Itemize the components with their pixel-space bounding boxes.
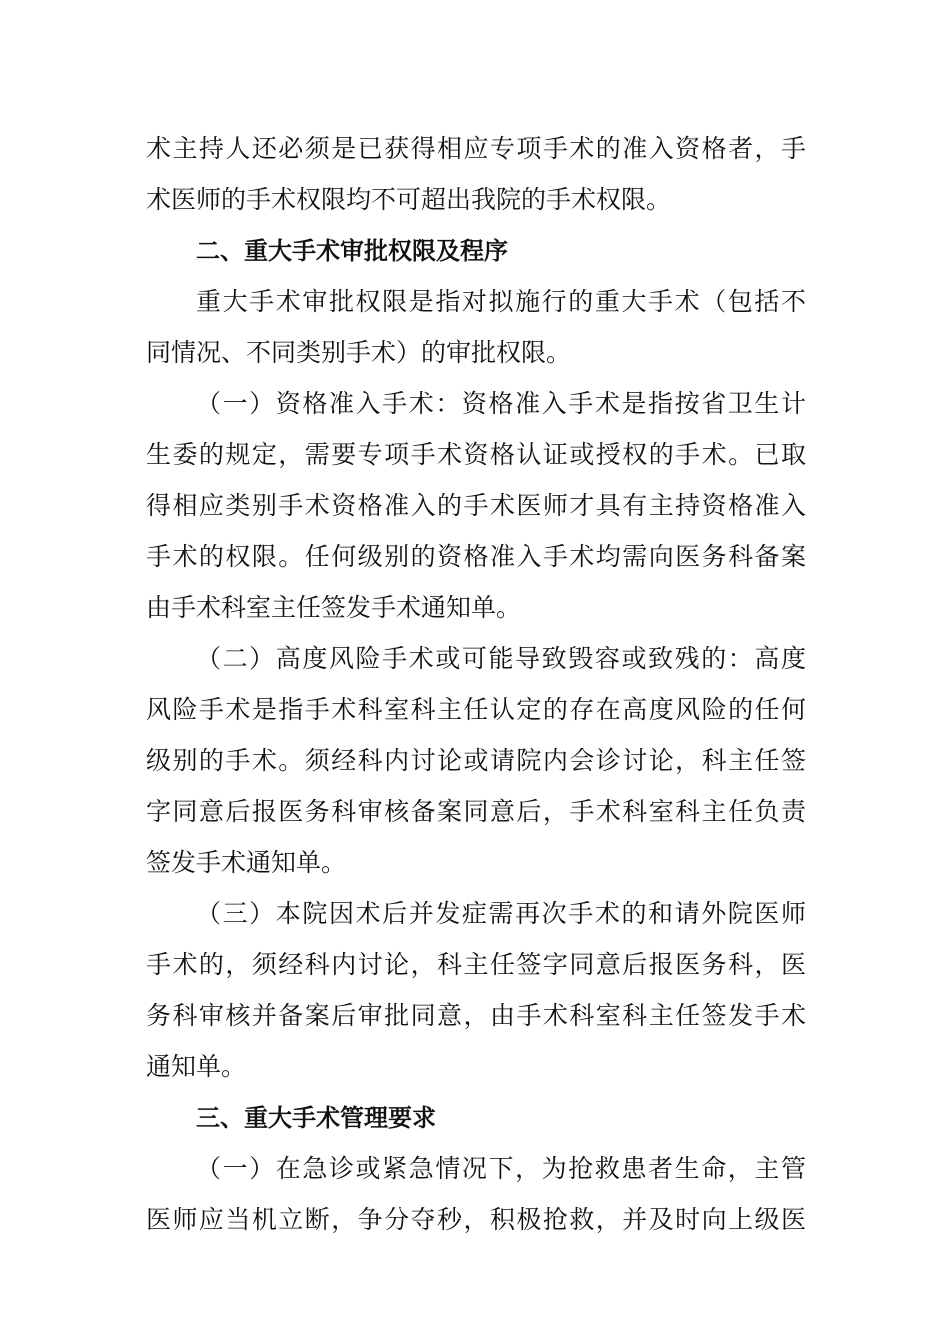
paragraph-line: 重大手术审批权限是指对拟施行的重大手术（包括不 — [196, 287, 806, 316]
paragraph-line: 同情况、不同类别手术）的审批权限。 — [146, 338, 572, 367]
paragraph-line: （二）高度风险手术或可能导致毁容或致残的：高度 — [196, 644, 806, 673]
paragraph-line: 生委的规定，需要专项手术资格认证或授权的手术。已取 — [146, 440, 806, 469]
paragraph-line: （三）本院因术后并发症需再次手术的和请外院医师 — [196, 899, 806, 928]
paragraph-line: 由手术科室主任签发手术通知单。 — [146, 593, 522, 622]
paragraph-line: 字同意后报医务科审核备案同意后，手术科室科主任负责 — [146, 797, 806, 826]
paragraph-line: 通知单。 — [146, 1052, 247, 1081]
paragraph-line: （一）资格准入手术：资格准入手术是指按省卫生计 — [196, 389, 806, 418]
paragraph-line: 手术的，须经科内讨论，科主任签字同意后报医务科，医 — [146, 950, 806, 979]
paragraph-line: （一）在急诊或紧急情况下，为抢救患者生命，主管 — [196, 1154, 806, 1183]
paragraph-line: 术主持人还必须是已获得相应专项手术的准入资格者，手 — [146, 134, 806, 163]
paragraph-line: 风险手术是指手术科室科主任认定的存在高度风险的任何 — [146, 695, 806, 724]
paragraph-line: 签发手术通知单。 — [146, 848, 347, 877]
paragraph-line: 务科审核并备案后审批同意，由手术科室科主任签发手术 — [146, 1001, 806, 1030]
paragraph-line: 手术的权限。任何级别的资格准入手术均需向医务科备案 — [146, 542, 806, 571]
paragraph-line: 得相应类别手术资格准入的手术医师才具有主持资格准入 — [146, 491, 806, 520]
paragraph-line: 医师应当机立断，争分夺秒，积极抢救，并及时向上级医 — [146, 1205, 806, 1234]
section-heading: 二、重大手术审批权限及程序 — [196, 237, 508, 265]
section-heading: 三、重大手术管理要求 — [196, 1104, 436, 1132]
paragraph-line: 级别的手术。须经科内讨论或请院内会诊讨论，科主任签 — [146, 746, 806, 775]
paragraph-line: 术医师的手术权限均不可超出我院的手术权限。 — [146, 185, 672, 214]
